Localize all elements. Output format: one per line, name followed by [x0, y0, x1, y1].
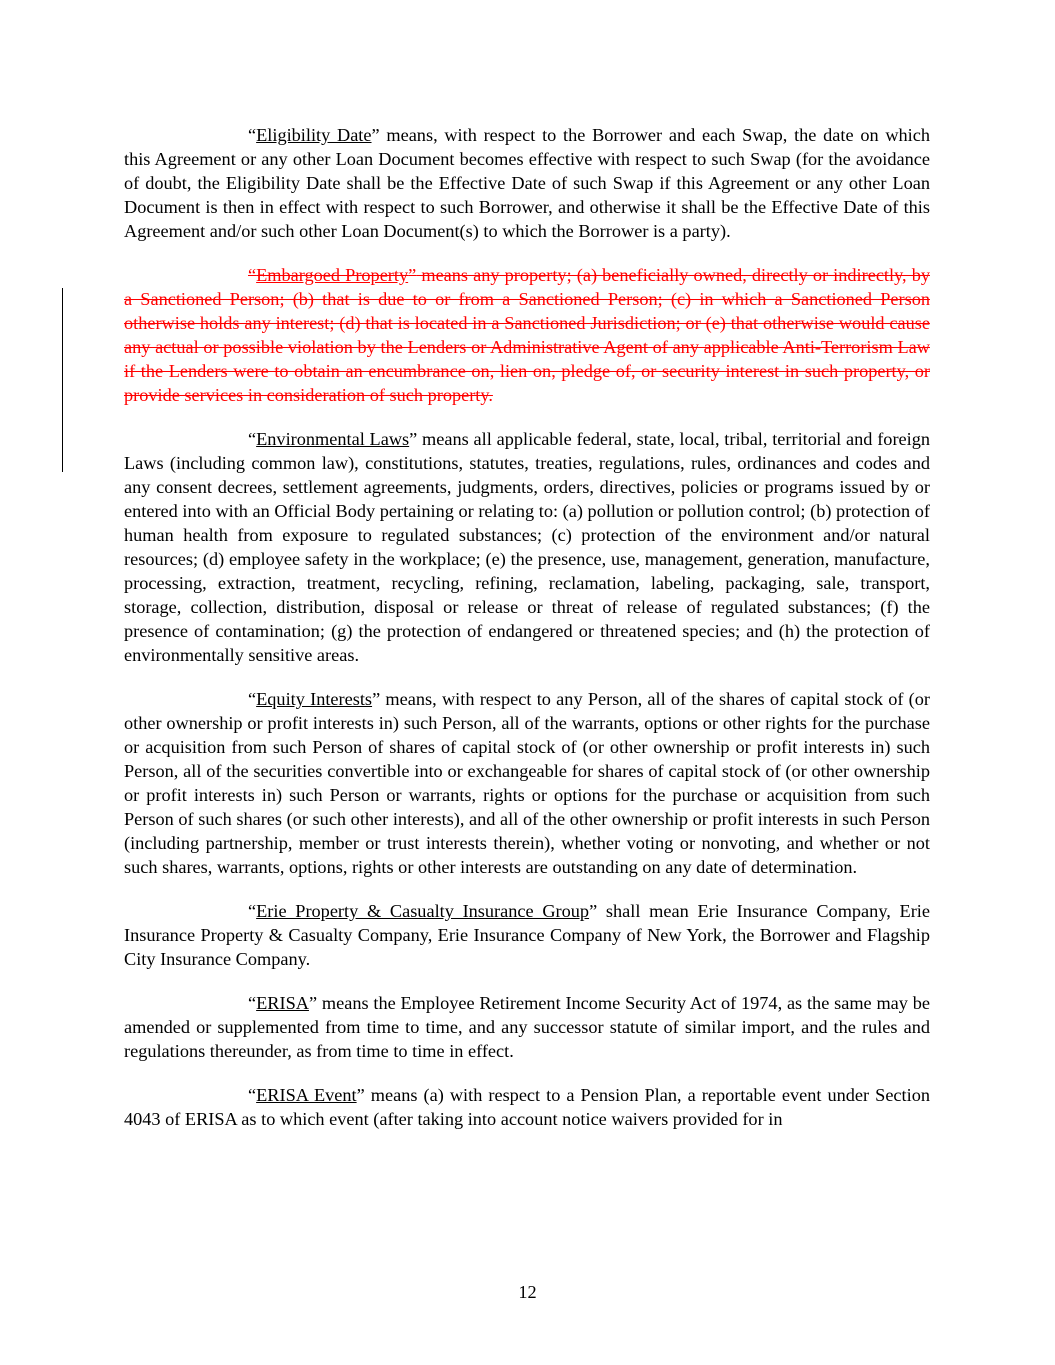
definition-body: means, with respect to any Person, all of the shares of capital stock of (or other ownership or profit interests in) such Person, all of the warrants, options or other rights for the purchase or acquisition from such Person of shares of capital stock of (or other ownership or profit interests in) such Person, all of the securities convertible into or exchangeable for shares of capital stock of (or other ownership or profit interests in) such Person or warrants, rights or options for the purchase or acquisition from such Person of such shares (or such other interests), and all of the other ownership or profit interests in such Person (including partnership, member or trust interests therein), whether voting or nonvoting, and whether or not such shares, warrants, options, rights or other interests are outstanding on any date of determination.	[124, 689, 930, 877]
change-bar	[62, 288, 63, 472]
open-quote: “	[248, 125, 257, 145]
definition-body: shall mean Erie Insurance Company, Erie Insurance Property & Casualty Company, Erie Insurance Company of New York, the Borrower and Flagship City Insurance Company.	[124, 901, 930, 969]
close-quote: ”	[409, 429, 418, 449]
definition-body: means (a) with respect to a Pension Plan, a reportable event under Section 4043 of ERISA as to which event (after taking into account notice waivers provided for in	[124, 1085, 930, 1129]
definition-body: means the Employee Retirement Income Security Act of 1974, as the same may be amended or supplemented from time to time, and any successor statute of similar import, and the rules and regulations thereunder, as from time to time in effect.	[124, 993, 930, 1061]
open-quote: “	[248, 689, 257, 709]
definition-body: means any property; (a) beneficially owned, directly or indirectly, by a Sanctioned Person; (b) that is due to or from a Sanctioned Person; (c) in which a Sanctioned Person otherwise holds any interest; (d) that is located in a Sanctioned Jurisdiction; or (e) that otherwise would cause any actual or possible violation by the Lenders or Administrative Agent of any applicable Anti-Terrorism Law if the Lenders were to obtain an encumbrance on, lien on, pledge of, or security interest in such property, or provide services in consideration of such property.	[124, 265, 930, 405]
open-quote: “	[248, 265, 257, 285]
close-quote: ”	[308, 993, 318, 1013]
defined-term: ERISA	[256, 993, 309, 1013]
close-quote: ”	[372, 689, 381, 709]
close-quote: ”	[356, 1085, 365, 1105]
definition-erisa-event	[124, 1083, 930, 1131]
document-page	[124, 123, 930, 1151]
definition-environmental-laws	[124, 427, 930, 667]
close-quote: ”	[589, 901, 598, 921]
defined-term: Environmental Laws	[256, 429, 410, 449]
close-quote: ”	[371, 125, 380, 145]
definition-erisa	[124, 991, 930, 1063]
definition-embargoed-property-deleted	[124, 263, 930, 407]
defined-term: Embargoed Property	[256, 265, 409, 285]
definition-erie-property-casualty-insurance-group	[124, 899, 930, 971]
definition-body: means, with respect to the Borrower and each Swap, the date on which this Agreement or any other Loan Document becomes effective with respect to such Swap (for the avoidance of doubt, the Eligibility Date shall be the Effective Date of such Swap if this Agreement or any other Loan Document is then in effect with respect to such Borrower, and otherwise it shall be the Effective Date of this Agreement and/or such other Loan Document(s) to which the Borrower is a party).	[124, 125, 931, 241]
definition-eligibility-date	[124, 123, 930, 243]
page-number: 12	[518, 1282, 537, 1302]
open-quote: “	[248, 429, 257, 449]
definition-body: means all applicable federal, state, local, tribal, territorial and foreign Laws (including common law), constitutions, statutes, treaties, regulations, rules, ordinances and codes and any consent decrees, settlement agreements, judgments, orders, directives, policies or programs issued by or entered into with an Official Body pertaining or relating to: (a) pollution or pollution control; (b) protection of human health from exposure to regulated substances; (c) protection of the environment and/or natural resources; (d) employee safety in the workplace; (e) the presence, use, management, generation, manufacture, processing, extraction, treatment, recycling, refining, reclamation, labeling, packaging, sale, transport, storage, collection, distribution, disposal or release or threat of release of regulated substances; (f) the presence of contamination; (g) the protection of endangered or threatened species; and (h) the protection of environmentally sensitive areas.	[124, 429, 931, 665]
defined-term: Erie Property & Casualty Insurance Group	[256, 901, 590, 921]
open-quote: “	[248, 993, 257, 1013]
defined-term: ERISA Event	[256, 1085, 357, 1105]
open-quote: “	[248, 901, 257, 921]
open-quote: “	[248, 1085, 257, 1105]
close-quote: ”	[408, 265, 417, 285]
definition-equity-interests	[124, 687, 930, 879]
defined-term: Equity Interests	[256, 689, 373, 709]
defined-term: Eligibility Date	[256, 125, 372, 145]
